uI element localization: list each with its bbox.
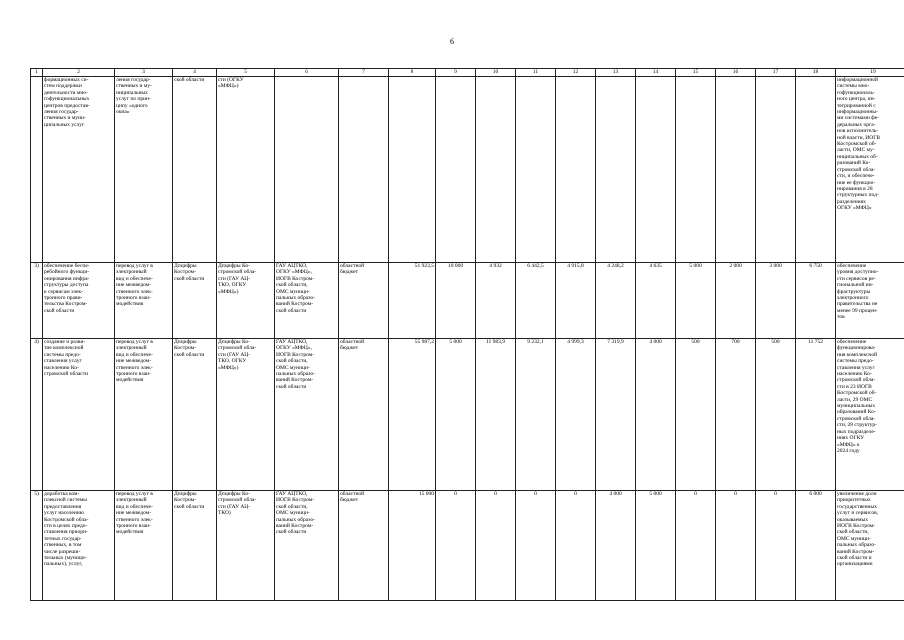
yearly-amount: 0	[436, 491, 476, 601]
funding-source-text: областной бюджет	[340, 339, 365, 352]
yearly-amount: 4 999,3	[556, 339, 596, 491]
measure-name-text: формационных си- стем поддержки деятельности мно- гофункциональных центров предостав- ления государ- ственных и муни- ципальных услуг	[44, 77, 90, 128]
column-number-4: 4	[173, 69, 217, 77]
responsible-text: Дпцифры Костром- ской области	[174, 491, 205, 510]
yearly-amount: 4 915,8	[556, 263, 596, 339]
table-row	[31, 77, 904, 263]
column-number-7: 7	[339, 69, 389, 77]
expected-result	[836, 77, 904, 263]
yearly-amount: 4 635	[636, 263, 676, 339]
yearly-amount: 500	[676, 339, 716, 491]
row-number-text: 3)	[34, 263, 39, 269]
yearly-amount	[676, 77, 716, 263]
mechanism-text: перевод услуг в электронный вид и обеспече- ние межведом- ственного элек- тронного взаи- модействия	[116, 491, 153, 536]
measure-name-text: создание и разви- тие комплексной системы предо- ставления услуг населению Ко- стромской области	[44, 339, 89, 378]
measure-name	[43, 339, 115, 491]
total-amount: 15 000	[389, 491, 436, 601]
yearly-amount: 6 000	[796, 491, 836, 601]
mechanism	[115, 263, 173, 339]
executor-text: Дпцифры Ко- стромской обла- сти (ГАУ АЦ- ТКО)	[218, 491, 257, 517]
page-number: 6	[450, 37, 454, 46]
measure-name	[43, 77, 115, 263]
total-amount	[389, 77, 436, 263]
measure-name	[43, 263, 115, 339]
column-number-16: 16	[716, 69, 756, 77]
yearly-amount	[796, 77, 836, 263]
responsible	[173, 263, 217, 339]
yearly-amount	[476, 77, 516, 263]
expected-result-text: обеспечение уровня доступно- сти сервисов ре- гиональной ин- фраструктуры электронного правительства не менее 99 процен- тов	[837, 263, 879, 321]
table-row	[31, 339, 904, 491]
mechanism-text: перевод услуг в электронный вид и обеспече- ние межведом- ственного элек- тронного взаи- модействия	[116, 263, 153, 308]
yearly-amount: 0	[716, 491, 756, 601]
column-number-5: 5	[217, 69, 275, 77]
yearly-amount: 5 000	[436, 339, 476, 491]
total-amount: 51 923,5	[389, 263, 436, 339]
yearly-amount: 0	[756, 491, 796, 601]
yearly-amount: 5 000	[676, 263, 716, 339]
yearly-amount	[436, 77, 476, 263]
participants	[275, 491, 339, 601]
funding-source	[339, 339, 389, 491]
yearly-amount: 4 248,2	[596, 263, 636, 339]
column-number-11: 11	[516, 69, 556, 77]
expected-result-text: обеспечение функционирова- ния комплексной системы предо- ставления услуг населению Ко- стромской обла- сти в 23 ИОГВ Костромской об- ласти, 29 ОМС муниципальных образований Ко- стромской обла- сти, 28 структур- ных подразделе- ниях ОГКУ «МФЦ» к 2024 году	[837, 339, 878, 454]
funding-source	[339, 77, 389, 263]
yearly-amount: 0	[476, 491, 516, 601]
yearly-amount: 2 000	[716, 263, 756, 339]
executor	[217, 263, 275, 339]
yearly-amount: 0	[556, 491, 596, 601]
participants-text: ГАУ АЦТКО, ОГКУ «МФЦ», ИОГВ Костром- ской области, ОМС муници- пальных образо- ваний Костром- ской области	[276, 339, 315, 390]
row-number-text: 4)	[34, 339, 39, 345]
yearly-amount: 4 000	[596, 491, 636, 601]
row-number	[31, 339, 43, 491]
executor-text: Дпцифры Ко- стромской обла- сти (ГАУ АЦ- ТКО, ОГКУ «МФЦ»)	[218, 263, 257, 295]
mechanism-text: перевод услуг в электронный вид и обеспече- ние межведом- ственного элек- тронного взаи- модействия	[116, 339, 153, 384]
table-row	[31, 263, 904, 339]
total-amount: 55 987,2	[389, 339, 436, 491]
responsible-text: Дпцифры Костром- ской области	[174, 339, 205, 358]
responsible	[173, 77, 217, 263]
yearly-amount: 6 750	[796, 263, 836, 339]
yearly-amount	[596, 77, 636, 263]
column-number-14: 14	[636, 69, 676, 77]
mechanism	[115, 339, 173, 491]
expected-result	[836, 491, 904, 601]
yearly-amount: 6 442,5	[516, 263, 556, 339]
column-number-6: 6	[275, 69, 339, 77]
column-number-17: 17	[756, 69, 796, 77]
yearly-amount: 10 000	[436, 263, 476, 339]
responsible-text: Дпцифры Костром- ской области	[174, 263, 205, 282]
mechanism-text: ления государ- ственных и му- ниципальных услуг по прин- ципу «одного окна»	[116, 77, 152, 116]
yearly-amount: 700	[716, 339, 756, 491]
measure-name-text: обеспечение беспе- ребойного функци- онирования инфра- структуры доступа к сервисам элек- тронного прави- тельства Костром- ской области	[44, 263, 90, 314]
yearly-amount: 9 232,1	[516, 339, 556, 491]
executor-text: Дпцифры Ко- стромской обла- сти (ГАУ АЦ- ТКО, ОГКУ «МФЦ»)	[218, 339, 257, 371]
row-number	[31, 77, 43, 263]
program-table	[30, 68, 904, 601]
column-number-19: 19	[836, 69, 904, 77]
yearly-amount: 7 319,9	[596, 339, 636, 491]
yearly-amount	[556, 77, 596, 263]
row-number	[31, 491, 43, 601]
expected-result-text: увеличение доли приоритетных государственных услуг и сервисов, оказываемых ИОГВ Костром- ской области, ОМС муници- пальных образо- ваний Костром- ской области и организациями	[837, 491, 879, 568]
column-number-15: 15	[676, 69, 716, 77]
responsible	[173, 491, 217, 601]
funding-source-text: областной бюджет	[340, 263, 365, 276]
responsible	[173, 339, 217, 491]
responsible-text: ской области	[174, 77, 205, 83]
yearly-amount	[716, 77, 756, 263]
funding-source	[339, 263, 389, 339]
executor	[217, 77, 275, 263]
yearly-amount: 11 752	[796, 339, 836, 491]
yearly-amount	[516, 77, 556, 263]
executor	[217, 339, 275, 491]
yearly-amount: 3 000	[756, 263, 796, 339]
yearly-amount	[756, 77, 796, 263]
participants	[275, 263, 339, 339]
measure-name	[43, 491, 115, 601]
funding-source	[339, 491, 389, 601]
executor	[217, 491, 275, 601]
row-number-text: 5)	[34, 491, 39, 497]
expected-result	[836, 263, 904, 339]
column-number-1: 1	[31, 69, 43, 77]
executor-text: сти (ОГКУ «МФЦ»)	[218, 77, 244, 90]
funding-source-text: областной бюджет	[340, 491, 365, 504]
mechanism	[115, 77, 173, 263]
column-number-8: 8	[389, 69, 436, 77]
column-number-row	[31, 69, 904, 77]
expected-result-text: информационной системы мно- гофункциональ- ного центра, ин- тегрированной с информационны- ми системами фе- деральных орга- нов исполнитель- ной власти, ИОГВ Костромской об- ласти, ОМС му- ниципальных об- разований Ко- стромской обла- сти, и обеспече- ние ее функцио- нирования в 28 структурных под- разделениях ОГКУ «МФЦ»	[837, 77, 881, 212]
yearly-amount	[636, 77, 676, 263]
yearly-amount: 4 000	[636, 339, 676, 491]
column-number-9: 9	[436, 69, 476, 77]
yearly-amount: 5 000	[636, 491, 676, 601]
column-number-3: 3	[115, 69, 173, 77]
expected-result	[836, 339, 904, 491]
participants	[275, 339, 339, 491]
column-number-18: 18	[796, 69, 836, 77]
participants	[275, 77, 339, 263]
measure-name-text: доработка ком- плексной системы предоставления услуг населению Костромской обла- сти в целях предо- ставления приори- тетных государ- ственных, в том числе разреши- тельных (муници- пальных), услуг,	[44, 491, 89, 568]
row-number	[31, 263, 43, 339]
yearly-amount: 500	[756, 339, 796, 491]
participants-text: ГАУ АЦТКО, ОГКУ «МФЦ», ИОГВ Костром- ской области, ОМС муници- пальных образо- ваний Костром- ской области	[276, 263, 315, 314]
yearly-amount: 11 983,9	[476, 339, 516, 491]
column-number-2: 2	[43, 69, 115, 77]
column-number-10: 10	[476, 69, 516, 77]
column-number-13: 13	[596, 69, 636, 77]
yearly-amount: 0	[676, 491, 716, 601]
column-number-12: 12	[556, 69, 596, 77]
yearly-amount: 0	[516, 491, 556, 601]
yearly-amount: 4 932	[476, 263, 516, 339]
table-row	[31, 491, 904, 601]
participants-text: ГАУ АЦТКО, ИОГВ Костром- ской области, ОМС муници- пальных образо- ваний Костром- ской области	[276, 491, 315, 536]
mechanism	[115, 491, 173, 601]
